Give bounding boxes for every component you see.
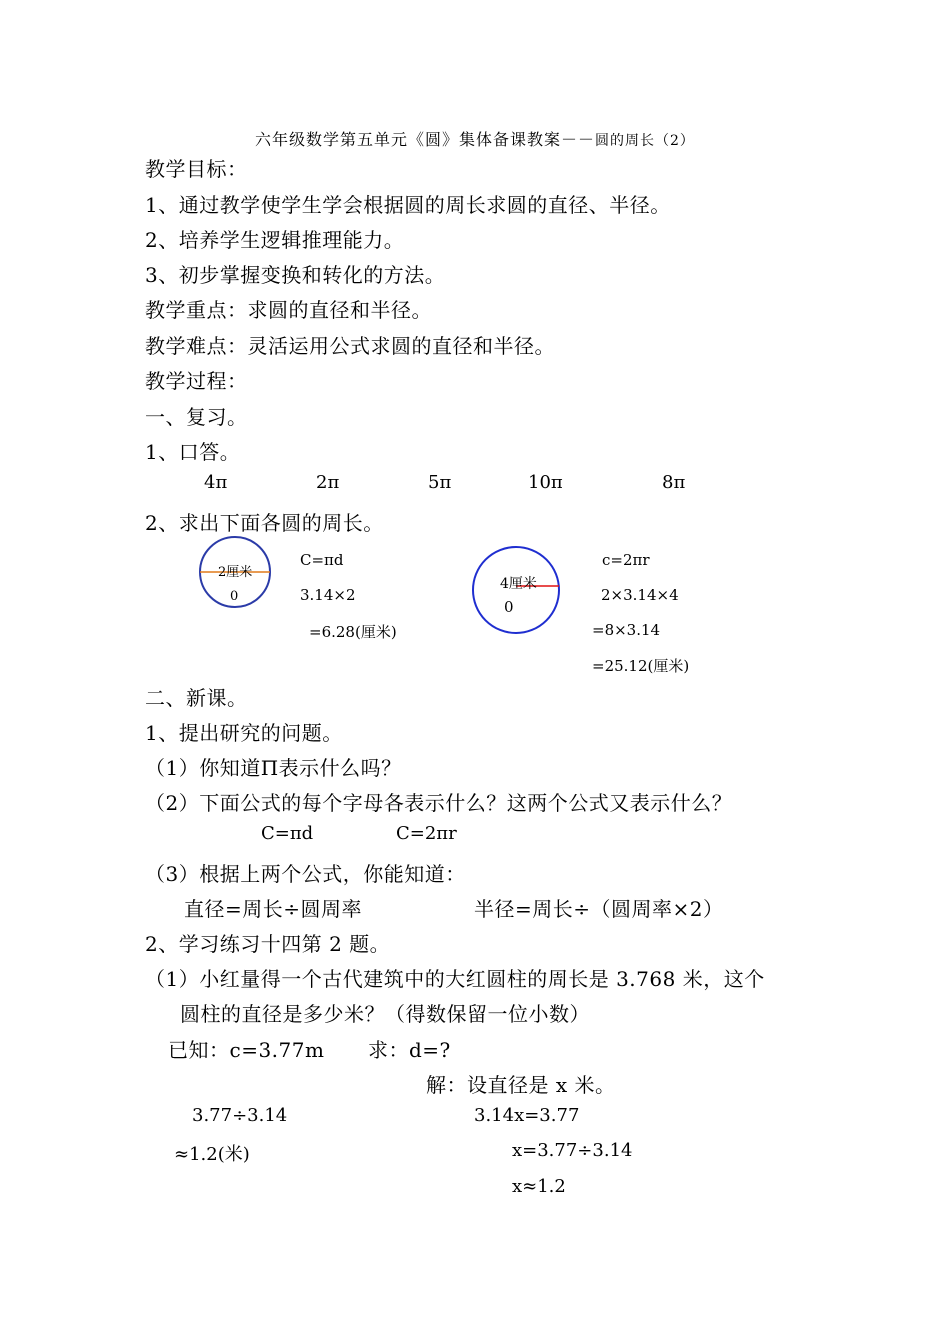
solve-intro: 解：设直径是 x 米。 [426, 1073, 616, 1097]
oral-item-3: 5π [428, 472, 452, 493]
oral-item-5: 8π [662, 472, 686, 493]
circle-1-step-1: C=πd [300, 551, 344, 569]
derived-radius: 半径=周长÷（圆周率×2） [474, 897, 724, 921]
oral-item-1: 4π [204, 472, 228, 493]
circle-2-step-2: 2×3.14×4 [601, 586, 679, 604]
oral-item-2: 2π [316, 472, 340, 493]
method1-step-2: ≈1.2(米) [174, 1144, 250, 1165]
difficulty: 教学难点：灵活运用公式求圆的直径和半径。 [145, 334, 555, 358]
circle-1-center-label: 0 [230, 589, 239, 604]
circumference-label: 2、求出下面各圆的周长。 [145, 511, 384, 535]
circle-1-step-3: =6.28(厘米) [309, 623, 397, 641]
method2-step-1: 3.14x=3.77 [474, 1105, 580, 1126]
oral-label: 1、口答。 [145, 440, 241, 464]
page-title [255, 127, 695, 150]
process-heading: 教学过程： [145, 369, 248, 393]
circle-2-step-1: c=2πr [602, 551, 650, 569]
new-lesson-heading: 二、新课。 [145, 686, 248, 710]
objective-1: 1、通过教学使学生学会根据圆的周长求圆的直径、半径。 [145, 193, 671, 217]
circle-2-step-4: =25.12(厘米) [592, 657, 690, 675]
problem-line-1: （1）小红量得一个古代建筑中的大红圆柱的周长是 3.768 米，这个 [145, 967, 765, 991]
circle-2-center-label: 0 [504, 598, 514, 616]
objectives-heading: 教学目标： [145, 157, 248, 181]
question-2: （2）下面公式的每个字母各表示什么？这两个公式又表示什么？ [145, 791, 733, 815]
circle-2-radius-label: 4厘米 [500, 576, 537, 592]
method2-step-2: x=3.77÷3.14 [512, 1140, 633, 1161]
question-1: （1）你知道Π表示什么吗？ [145, 756, 402, 780]
key-point: 教学重点：求圆的直径和半径。 [145, 298, 432, 322]
part2-label: 2、学习练习十四第 2 题。 [145, 932, 391, 956]
title-main: 六年级数学第五单元《圆》集体备课教案－－ [255, 130, 596, 149]
circle-2-step-3: =8×3.14 [592, 621, 661, 639]
problem-line-2: 圆柱的直径是多少米？（得数保留一位小数） [180, 1002, 590, 1026]
formula-diameter: C=πd [261, 823, 314, 844]
objective-2: 2、培养学生逻辑推理能力。 [145, 228, 405, 252]
title-sub: 圆的周长（2） [595, 133, 695, 149]
formula-radius: C=2πr [396, 823, 457, 844]
derived-diameter: 直径=周长÷圆周率 [184, 897, 363, 921]
oral-item-4: 10π [528, 472, 563, 493]
method2-step-3: x≈1.2 [512, 1176, 566, 1197]
known-value: 已知：c=3.77m [168, 1038, 325, 1062]
objective-3: 3、初步掌握变换和转化的方法。 [145, 263, 446, 287]
circle-1-step-2: 3.14×2 [300, 586, 356, 604]
find-value: 求：d=? [368, 1038, 451, 1062]
circle-1-diameter-label: 2厘米 [218, 565, 253, 580]
review-heading: 一、复习。 [145, 405, 248, 429]
method1-step-1: 3.77÷3.14 [192, 1105, 288, 1126]
question-3: （3）根据上两个公式，你能知道： [145, 862, 466, 886]
part1-label: 1、提出研究的问题。 [145, 721, 343, 745]
